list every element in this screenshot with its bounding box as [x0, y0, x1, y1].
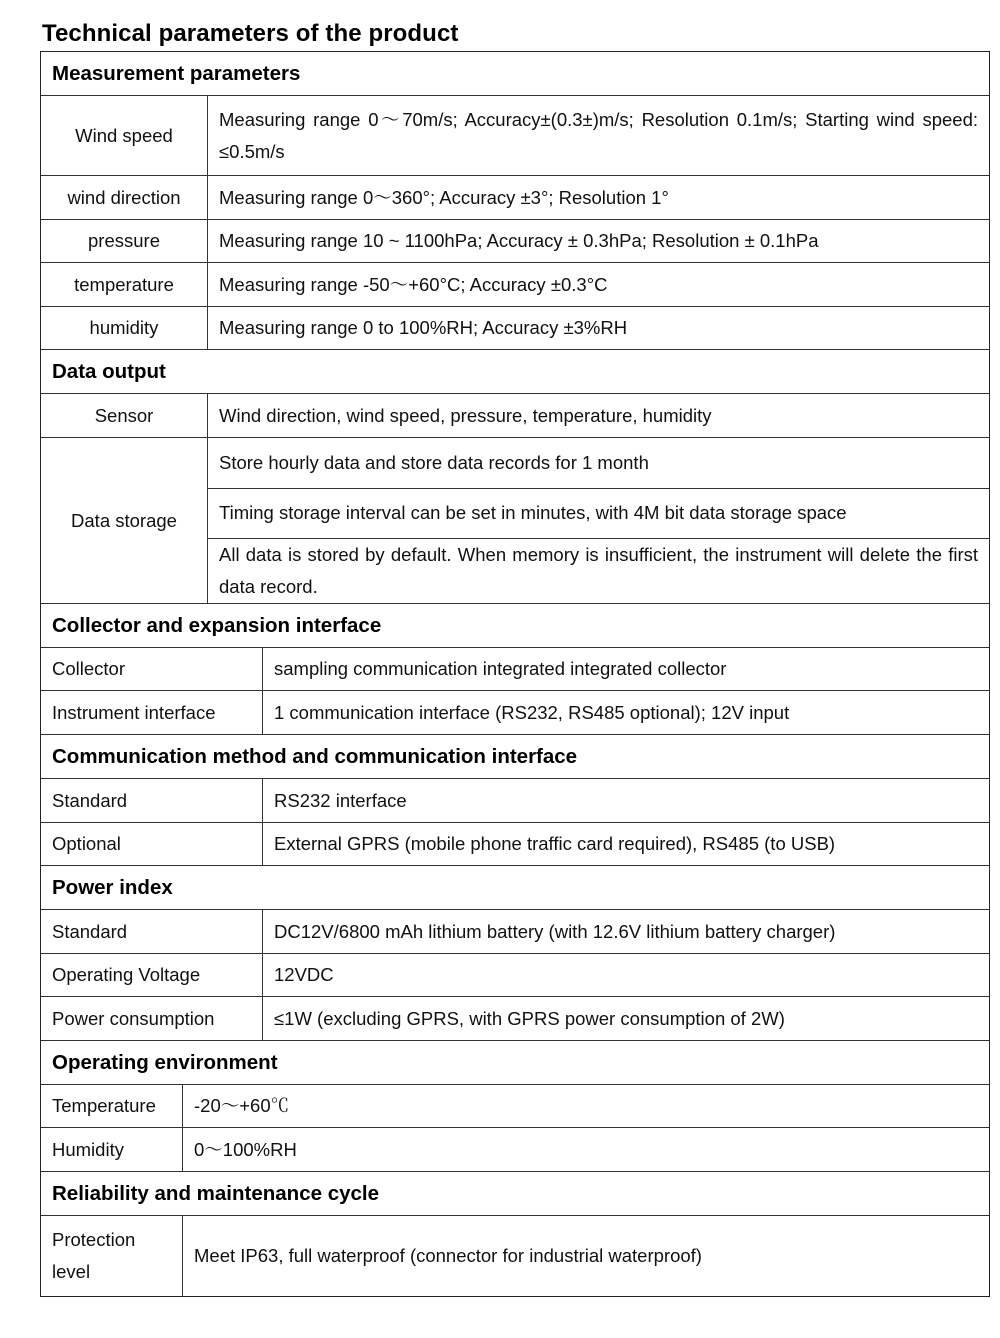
section-title: Power index — [52, 875, 173, 899]
param-label: Power consumption — [52, 1007, 215, 1029]
param-value: Measuring range 0 to 100%RH; Accuracy ±3%RH — [207, 307, 989, 349]
document-title: Technical parameters of the product — [42, 20, 459, 47]
table-row — [41, 909, 989, 953]
param-label: temperature — [74, 273, 174, 295]
param-value: All data is stored by default. When memory is insufficient, the instrument will delete the first data record. — [208, 538, 989, 603]
param-label: Humidity — [52, 1138, 124, 1160]
param-value: Timing storage interval can be set in minutes, with 4M bit data storage space — [208, 488, 989, 539]
table-row — [41, 778, 989, 822]
param-label: Instrument interface — [52, 701, 216, 723]
section-header-reliability — [41, 1171, 989, 1215]
spec-table — [40, 51, 990, 1297]
param-label: Operating Voltage — [52, 964, 201, 985]
param-label: Optional — [52, 833, 121, 854]
param-value: Measuring range 10 ~ 1100hPa; Accuracy ± 0.3hPa; Resolution ± 0.1hPa — [207, 220, 989, 262]
param-value: Store hourly data and store data records for 1 month — [219, 451, 649, 473]
param-label: humidity — [89, 317, 159, 338]
section-header-data-output — [41, 349, 989, 393]
param-value: sampling communication integrated integrated collector — [262, 648, 989, 690]
param-value: Measuring range 0～70m/s; Accuracy±(0.3±)m/s; Resolution 0.1m/s; Starting wind speed: ≤0.5m/s — [207, 96, 989, 175]
param-value: RS232 interface — [262, 779, 989, 822]
param-value: Wind direction, wind speed, pressure, temperature, humidity — [207, 394, 989, 437]
section-header-measurement — [41, 52, 989, 95]
table-row — [41, 219, 989, 262]
table-row — [41, 953, 989, 996]
param-label: pressure — [88, 230, 160, 251]
table-row — [41, 1215, 989, 1296]
section-header-communication — [41, 734, 989, 778]
param-value: DC12V/6800 mAh lithium battery (with 12.6V lithium battery charger) — [262, 910, 989, 953]
table-row — [41, 393, 989, 437]
table-row — [41, 1127, 989, 1171]
param-label: Data storage — [71, 509, 177, 531]
param-label: Protection level — [52, 1229, 136, 1282]
section-header-collector — [41, 603, 989, 647]
param-value: Meet IP63, full waterproof (connector for industrial waterproof) — [182, 1216, 989, 1296]
param-value: -20～+60℃ — [182, 1085, 989, 1127]
table-row — [41, 306, 989, 349]
table-row — [41, 175, 989, 219]
param-value: External GPRS (mobile phone traffic card required), RS485 (to USB) — [262, 823, 989, 865]
param-label: Sensor — [94, 404, 154, 426]
section-title: Reliability and maintenance cycle — [52, 1181, 379, 1205]
section-title: Operating environment — [52, 1050, 278, 1074]
section-title: Collector and expansion interface — [52, 613, 382, 637]
param-value: 12VDC — [262, 954, 989, 996]
param-label: Collector — [52, 658, 125, 679]
section-title: Measurement parameters — [52, 61, 301, 85]
param-value: ≤1W (excluding GPRS, with GPRS power consumption of 2W) — [262, 997, 989, 1040]
table-row — [41, 690, 989, 734]
section-header-environment — [41, 1040, 989, 1084]
storage-values — [207, 438, 989, 603]
table-row — [41, 822, 989, 865]
table-row — [41, 996, 989, 1040]
section-header-power — [41, 865, 989, 909]
param-label: Standard — [52, 789, 128, 811]
param-value: 1 communication interface (RS232, RS485 optional); 12V input — [262, 691, 989, 734]
param-label: wind direction — [67, 186, 181, 208]
table-row — [41, 262, 989, 306]
param-value: 0～100%RH — [182, 1128, 989, 1171]
param-value: Measuring range -50～+60°C; Accuracy ±0.3°C — [207, 263, 989, 306]
table-row — [41, 95, 989, 175]
section-title: Data output — [52, 359, 166, 383]
param-label: Wind speed — [75, 124, 173, 146]
table-row — [41, 1084, 989, 1127]
section-title: Communication method and communication interface — [52, 744, 578, 768]
param-label: Standard — [52, 920, 128, 942]
param-label: Temperature — [52, 1095, 156, 1116]
table-row — [41, 437, 989, 603]
table-row — [41, 647, 989, 690]
param-value: Measuring range 0～360°; Accuracy ±3°; Resolution 1° — [207, 176, 989, 219]
